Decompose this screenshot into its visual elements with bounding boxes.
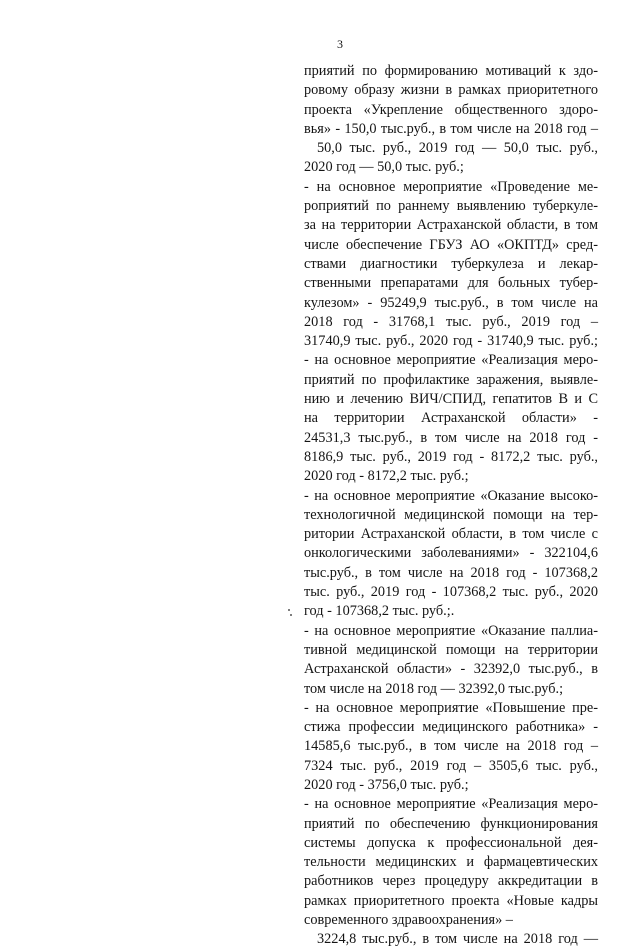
- text-line: проекта «Укрепление общественного здоро-: [304, 101, 598, 118]
- text-line: 2020 год - 8172,2 тыс. руб.;: [304, 468, 469, 485]
- text-line: вья» - 150,0 тыс.руб., в том числе на 2018 год –: [304, 120, 598, 137]
- text-line: год - 107368,2 тыс. руб.;.: [304, 603, 455, 620]
- text-line: технологичной медицинской помощи на тер-: [304, 506, 598, 523]
- text-line: рамках приоритетного проекта «Новые кадры: [304, 892, 598, 909]
- text-line: ствами диагностики туберкулеза и лекар-: [304, 255, 598, 272]
- text-line: 50,0 тыс. руб., 2019 год — 50,0 тыс. руб.,: [317, 140, 598, 157]
- text-line: 2020 год - 3756,0 тыс. руб.;: [304, 776, 469, 793]
- text-line: ственными препаратами для больных тубер-: [304, 275, 598, 292]
- scan-speck: [288, 609, 290, 611]
- document-body: [304, 62, 598, 950]
- text-line: тивной медицинской помощи на территории: [304, 641, 598, 658]
- text-line: 7324 тыс. руб., 2019 год – 3505,6 тыс. руб.,: [304, 757, 598, 774]
- text-line: системы допуска к профессиональной дея-: [304, 834, 598, 851]
- text-line: ритории Астраханской области, в том числе с: [304, 526, 598, 543]
- text-line: 2020 год — 50,0 тыс. руб.;: [304, 159, 464, 176]
- text-line: 24531,3 тыс.руб., в том числе на 2018 год -: [304, 429, 598, 446]
- text-line: тельности медицинских и фармацевтических: [304, 854, 598, 871]
- text-line: приятий по профилактике заражения, выявле-: [304, 371, 598, 388]
- text-line: - на основное мероприятие «Реализация меро-: [304, 352, 598, 369]
- text-line: том числе на 2018 год — 32392,0 тыс.руб.;: [304, 680, 564, 697]
- text-line: работников через процедуру аккредитации в: [304, 873, 598, 890]
- page-number: 3: [337, 37, 343, 51]
- text-line: - на основное мероприятие «Проведение ме-: [304, 178, 598, 195]
- text-line: - на основное мероприятие «Повышение пре-: [304, 699, 598, 716]
- text-line: тыс. руб., 2019 год - 107368,2 тыс. руб., 2020: [304, 584, 598, 601]
- scan-speck: [290, 614, 292, 616]
- text-line: за на территории Астраханской области, в том: [304, 217, 598, 234]
- text-line: - на основное мероприятие «Реализация меро-: [304, 796, 598, 813]
- text-line: современного здравоохранения» –: [304, 912, 513, 929]
- text-line: 8186,9 тыс. руб., 2019 год - 8172,2 тыс. руб.,: [304, 448, 598, 465]
- text-line: числе обеспечение ГБУЗ АО «ОКПТД» сред-: [304, 236, 598, 253]
- text-line: приятий по формированию мотиваций к здо-: [304, 63, 598, 79]
- text-line: стижа профессии медицинского работника» -: [304, 719, 598, 736]
- text-line: - на основное мероприятие «Оказание паллиа-: [304, 622, 598, 639]
- text-line: кулезом» - 95249,9 тыс.руб., в том числе на: [304, 294, 598, 311]
- text-line: 14585,6 тыс.руб., в том числе на 2018 год –: [304, 738, 598, 755]
- text-line: Астраханской области» - 32392,0 тыс.руб., в: [304, 661, 598, 678]
- text-line: 2018 год - 31768,1 тыс. руб., 2019 год –: [304, 313, 598, 330]
- text-line: онкологическими заболеваниями» - 322104,6: [304, 545, 598, 562]
- text-line: 3224,8 тыс.руб., в том числе на 2018 год —: [317, 931, 598, 948]
- text-line: - на основное мероприятие «Оказание высоко-: [304, 487, 598, 504]
- text-line: приятий по обеспечению функционирования: [304, 815, 598, 832]
- text-line: 31740,9 тыс. руб., 2020 год - 31740,9 тыс. руб.;: [304, 333, 598, 350]
- text-line: ровому образу жизни в рамках приоритетного: [304, 82, 598, 99]
- text-line: тыс.руб., в том числе на 2018 год - 107368,2: [304, 564, 598, 581]
- text-line: роприятий по раннему выявлению туберкуле-: [304, 198, 598, 215]
- text-line: на территории Астраханской области» -: [304, 410, 598, 427]
- text-line: нию и лечению ВИЧ/СПИД, гепатитов В и С: [304, 391, 598, 408]
